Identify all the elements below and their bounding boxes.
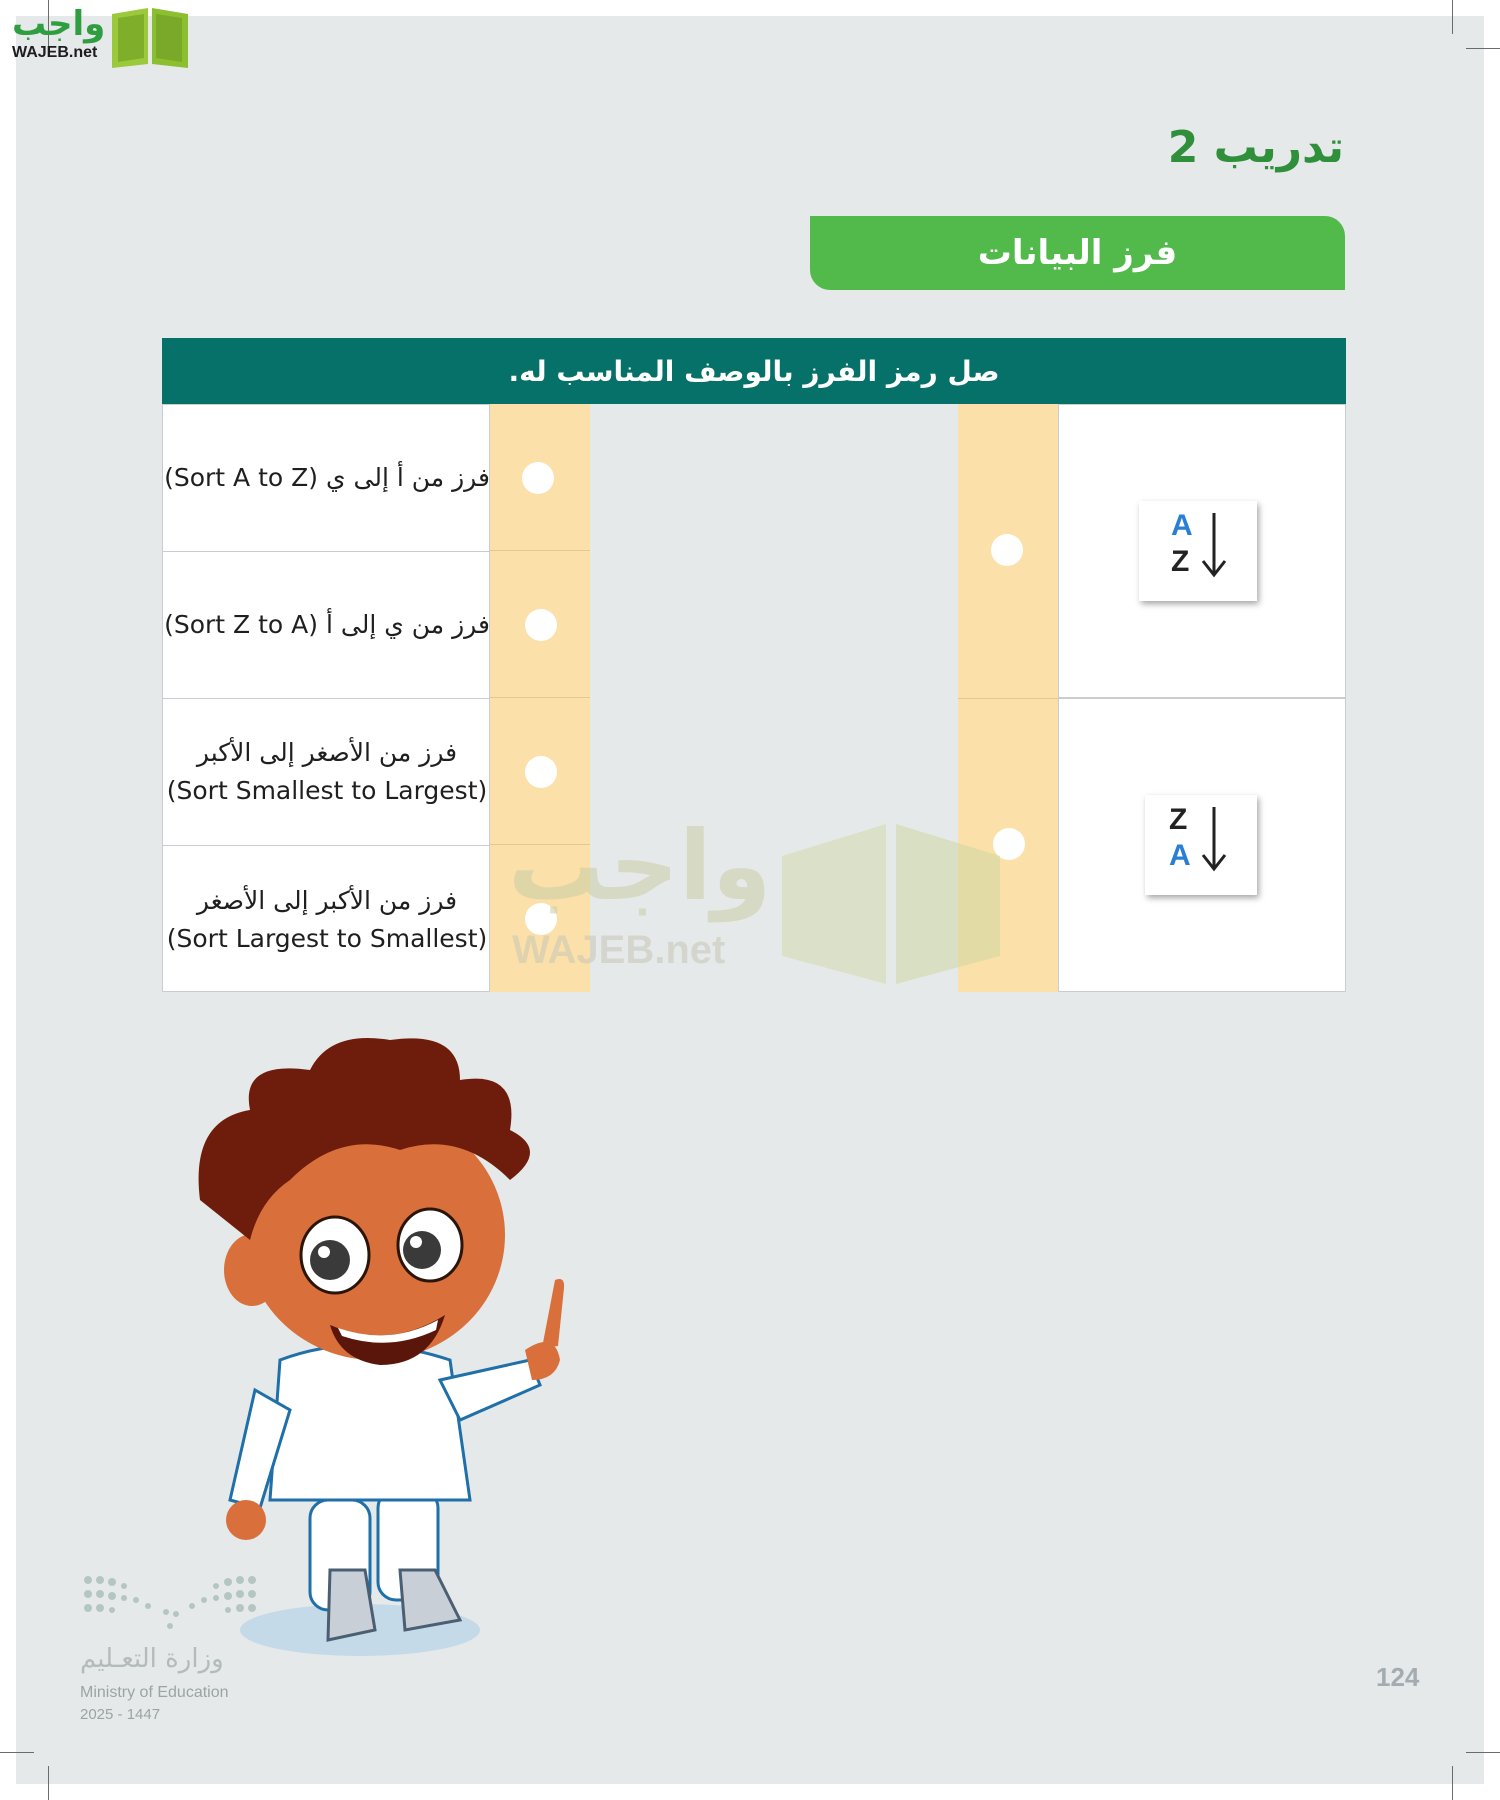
description-row	[163, 699, 491, 846]
arrow-down-icon	[1199, 805, 1229, 873]
description-text: فرز من أ إلى ي (Sort A to Z)	[164, 463, 490, 492]
logo-english-text: WAJEB.net	[12, 44, 98, 61]
crop-mark	[1466, 1752, 1500, 1753]
watermark-english: WAJEB.net	[512, 928, 726, 972]
divider	[490, 550, 590, 551]
icon-cell	[1058, 404, 1346, 698]
description-arabic: فرز من الأكبر إلى الأصغر	[196, 885, 458, 915]
descriptions-column	[162, 404, 490, 992]
academic-year: 2025 - 1447	[80, 1706, 161, 1723]
watermark-arabic: واجب	[508, 810, 772, 922]
crop-mark	[48, 1766, 49, 1800]
description-arabic: فرز من الأصغر إلى الأكبر	[196, 738, 458, 767]
dots-pattern-icon	[80, 1572, 260, 1632]
wajeb-watermark	[508, 810, 1008, 986]
icon-letter-bottom: Z	[1171, 545, 1190, 578]
open-book-icon	[776, 816, 1006, 986]
table-header	[162, 338, 1346, 404]
logo-arabic-text: واجب	[12, 4, 106, 44]
section-banner	[810, 216, 1345, 290]
ministry-logo	[80, 1572, 280, 1732]
icon-letter-top: Z	[1169, 803, 1188, 836]
description-row	[163, 846, 491, 993]
divider	[490, 697, 590, 698]
description-row	[163, 405, 491, 552]
connect-dot[interactable]	[991, 534, 1023, 566]
icon-letter-top: A	[1171, 509, 1193, 542]
icon-letter-bottom: A	[1169, 839, 1191, 872]
icon-cell	[1058, 698, 1346, 992]
ministry-name-english: Ministry of Education	[80, 1684, 229, 1701]
open-book-icon	[108, 4, 192, 68]
divider	[958, 698, 1058, 699]
crop-mark	[1466, 48, 1500, 49]
description-english: (Sort Smallest to Largest)	[166, 776, 488, 805]
sort-z-to-a-icon[interactable]	[1145, 795, 1257, 895]
page-number: 124	[1376, 1662, 1420, 1692]
description-text: فرز من ي إلى أ (Sort Z to A)	[164, 610, 490, 639]
connect-dot[interactable]	[522, 462, 554, 494]
description-row	[163, 552, 491, 699]
wajeb-logo[interactable]	[8, 4, 193, 68]
description-english: (Sort Largest to Smallest)	[166, 923, 488, 953]
exercise-title: تدريب 2	[1167, 122, 1344, 173]
ministry-name-arabic: وزارة التعـليم	[80, 1644, 224, 1674]
crop-mark	[1452, 0, 1453, 34]
section-title: فرز البيانات	[977, 233, 1178, 273]
sort-a-to-z-icon[interactable]	[1139, 501, 1257, 601]
arrow-down-icon	[1199, 511, 1229, 579]
instruction-text: صل رمز الفرز بالوصف المناسب له.	[508, 354, 1000, 388]
connect-dot[interactable]	[525, 609, 557, 641]
crop-mark	[0, 1752, 34, 1753]
connect-dot[interactable]	[525, 756, 557, 788]
crop-mark	[1452, 1766, 1453, 1800]
